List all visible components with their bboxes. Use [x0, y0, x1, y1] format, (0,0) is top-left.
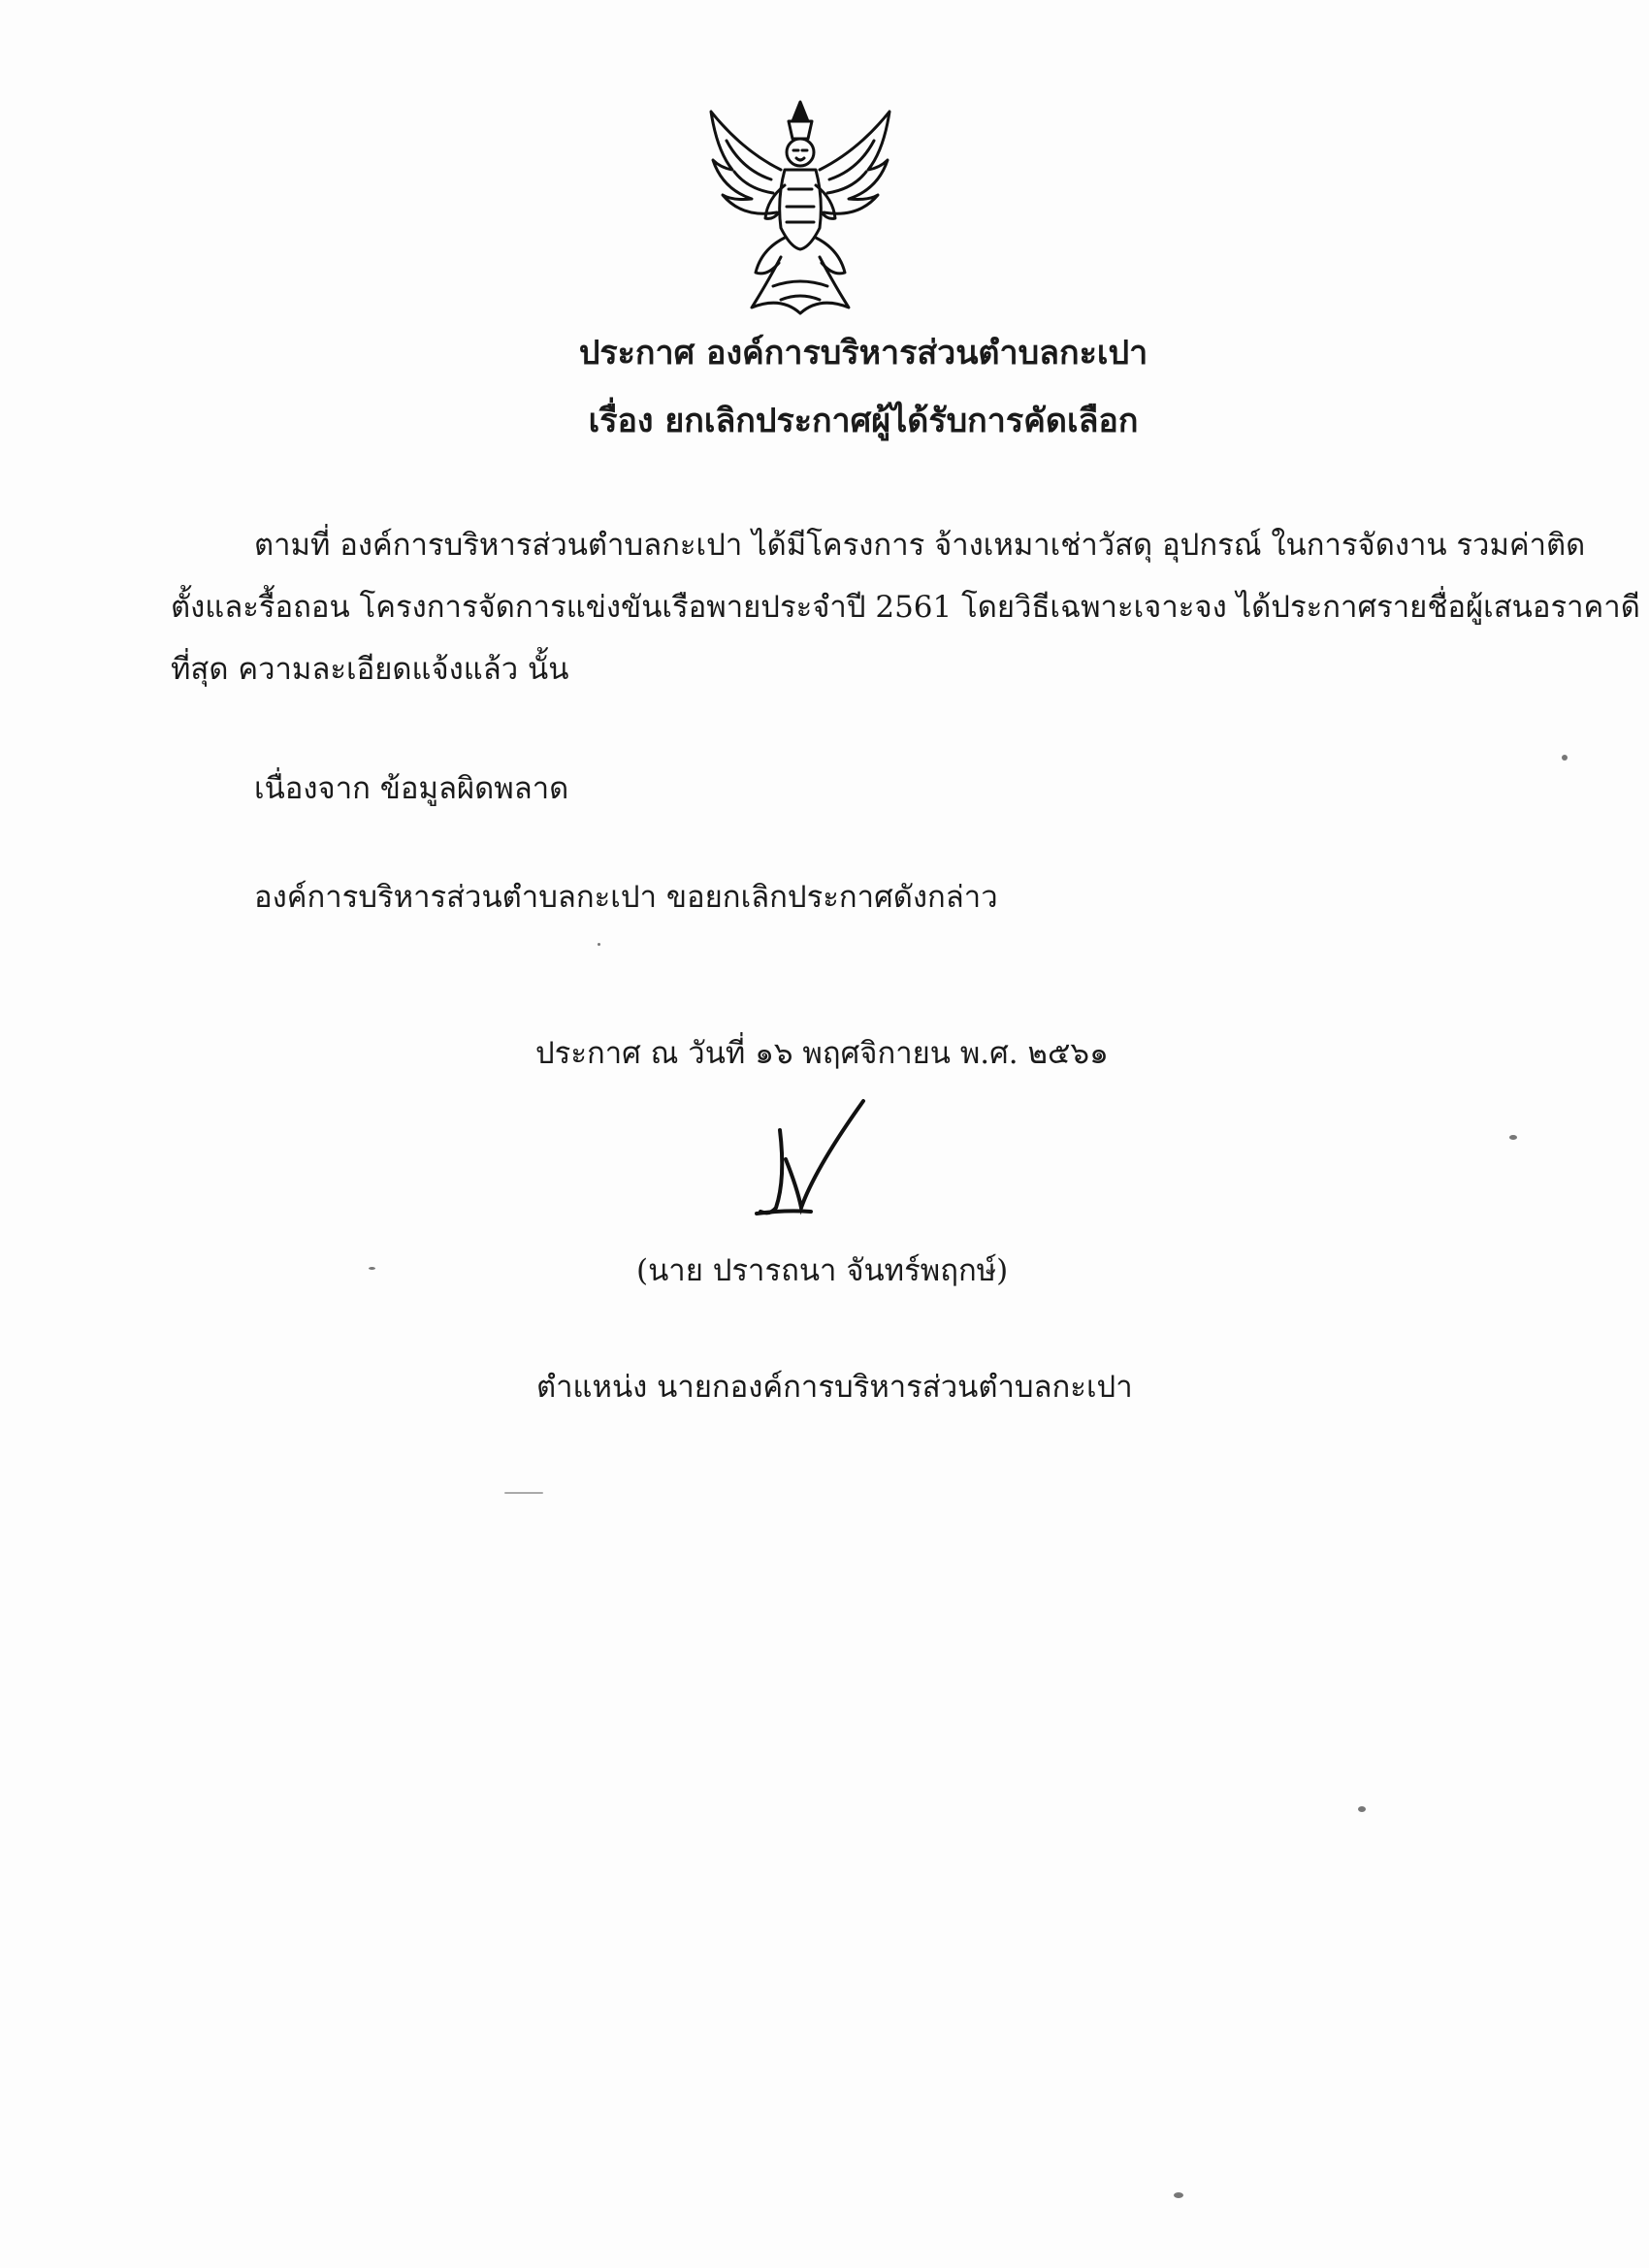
scan-speck	[598, 943, 600, 946]
paragraph-line: ตามที่ องค์การบริหารส่วนตำบลกะเปา ได้มีโครงการ จ้างเหมาเช่าวัสดุ อุปกรณ์ ในการจัดงาน รวมค่าติด	[254, 528, 1586, 563]
announcement-title: ประกาศ องค์การบริหารส่วนตำบลกะเปา	[578, 334, 1148, 373]
paragraph-line: ที่สุด ความละเอียดแจ้งแล้ว นั้น	[171, 652, 569, 687]
scan-speck	[504, 1492, 543, 1494]
cancellation-reason: เนื่องจาก ข้อมูลผิดพลาด	[254, 771, 569, 806]
garuda-emblem-icon	[684, 92, 917, 325]
handwritten-signature	[747, 1091, 883, 1227]
scan-speck	[1358, 1806, 1366, 1812]
cancellation-statement: องค์การบริหารส่วนตำบลกะเปา ขอยกเลิกประกาศดังกล่าว	[254, 880, 998, 915]
scan-speck	[1174, 2192, 1183, 2198]
paragraph-line: ตั้งและรื้อถอน โครงการจัดการแข่งขันเรือพายประจำปี 2561 โดยวิธีเฉพาะเจาะจง ได้ประกาศรายชื่อผู้เสนอราคาดี	[171, 590, 1640, 625]
scan-speck	[369, 1267, 375, 1270]
scan-speck	[1509, 1135, 1517, 1140]
signer-name: (นาย ปรารถนา จันทร์พฤกษ์)	[636, 1253, 1009, 1288]
announcement-date: ประกาศ ณ วันที่ ๑๖ พฤศจิกายน พ.ศ. ๒๕๖๑	[535, 1036, 1109, 1071]
announcement-subject: เรื่อง ยกเลิกประกาศผู้ได้รับการคัดเลือก	[588, 402, 1139, 440]
signer-position: ตำแหน่ง นายกองค์การบริหารส่วนตำบลกะเปา	[536, 1370, 1133, 1405]
scan-speck	[1562, 755, 1568, 761]
